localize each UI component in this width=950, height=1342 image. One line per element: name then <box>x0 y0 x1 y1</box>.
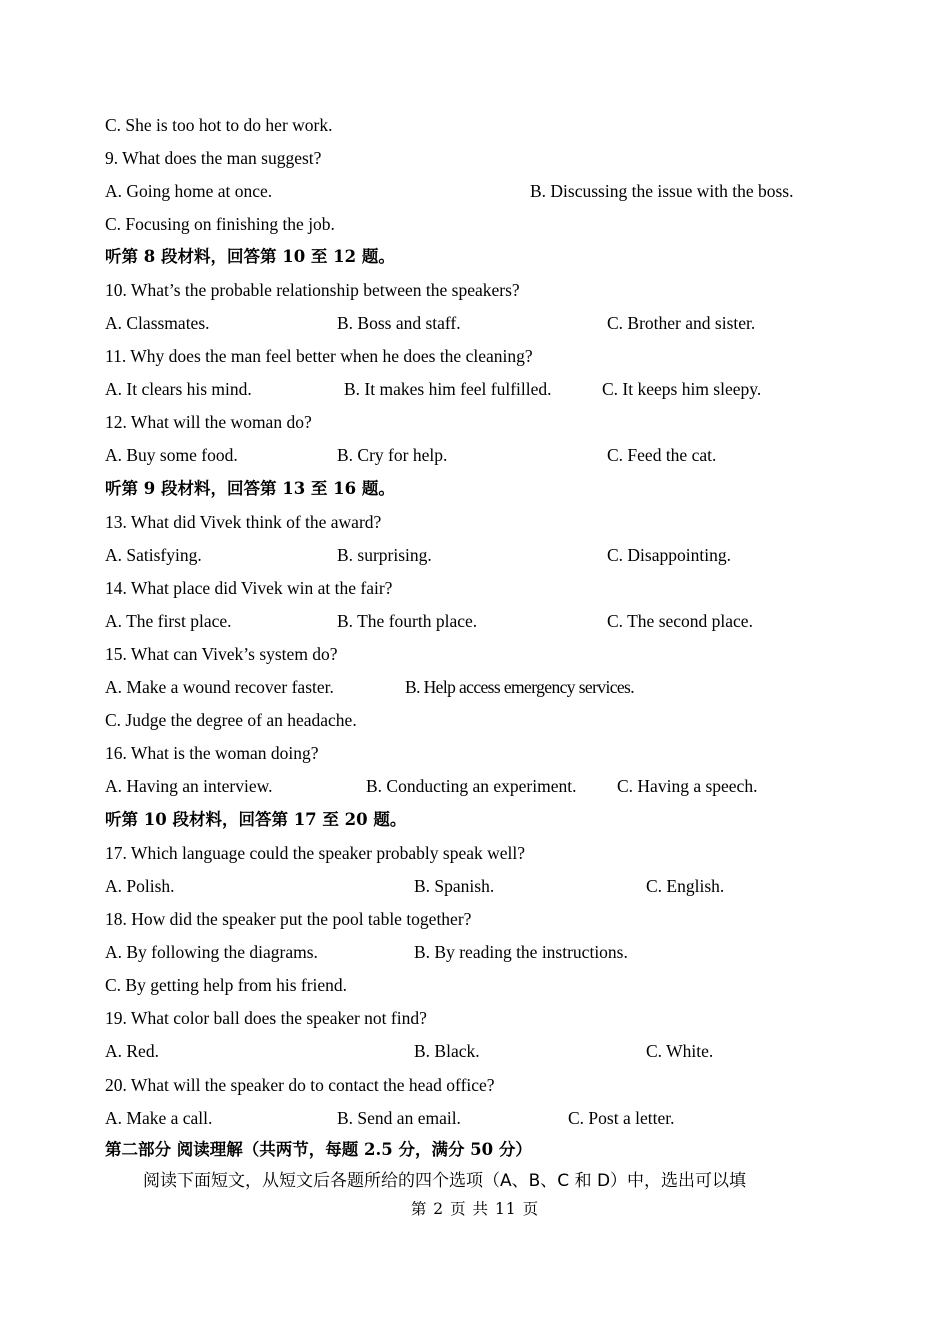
option-19b: B. Black. <box>414 1041 480 1061</box>
option-16b: B. Conducting an experiment. <box>366 776 577 796</box>
question-9: 9. What does the man suggest? <box>105 148 322 168</box>
question-11: 11. Why does the man feel better when he does the cleaning? <box>105 346 533 366</box>
option-12b: B. Cry for help. <box>337 445 448 465</box>
option-20c: C. Post a letter. <box>568 1108 675 1128</box>
option-17b: B. Spanish. <box>414 876 495 896</box>
option-9b: B. Discussing the issue with the boss. <box>530 181 794 201</box>
option-14c: C. The second place. <box>607 611 753 631</box>
question-10: 10. What’s the probable relationship between the speakers? <box>105 280 520 300</box>
question-12: 12. What will the woman do? <box>105 412 312 432</box>
option-17c: C. English. <box>646 876 725 896</box>
reading-instructions: 阅读下面短文，从短文后各题所给的四个选项（A、B、C 和 D）中，选出可以填 <box>143 1171 747 1191</box>
option-19c: C. White. <box>646 1041 714 1061</box>
option-20b: B. Send an email. <box>337 1108 461 1128</box>
option-14b: B. The fourth place. <box>337 611 478 631</box>
page-footer: 第 2 页 共 11 页 <box>410 1200 540 1218</box>
section-heading-9: 听第 9 段材料，回答第 13 至 16 题。 <box>105 479 395 498</box>
option-13b: B. surprising. <box>337 545 432 565</box>
option-9a: A. Going home at once. <box>105 181 273 201</box>
option-11b: B. It makes him feel fulfilled. <box>344 379 552 399</box>
question-19: 19. What color ball does the speaker not find? <box>105 1008 427 1028</box>
option-17a: A. Polish. <box>105 876 175 896</box>
option-15c: C. Judge the degree of an headache. <box>105 710 357 730</box>
part-two-heading: 第二部分 阅读理解（共两节，每题 2.5 分，满分 50 分） <box>105 1140 532 1159</box>
question-14: 14. What place did Vivek win at the fair? <box>105 578 393 598</box>
option-15b: B. Help access emergency services. <box>405 677 635 697</box>
question-20: 20. What will the speaker do to contact the head office? <box>105 1075 495 1095</box>
option-18a: A. By following the diagrams. <box>105 942 318 962</box>
option-12c: C. Feed the cat. <box>607 445 717 465</box>
option-18c: C. By getting help from his friend. <box>105 975 348 995</box>
option-11c: C. It keeps him sleepy. <box>602 379 762 399</box>
option-11a: A. It clears his mind. <box>105 379 252 399</box>
section-heading-10: 听第 10 段材料，回答第 17 至 20 题。 <box>105 810 407 829</box>
question-13: 13. What did Vivek think of the award? <box>105 512 382 532</box>
option-16a: A. Having an interview. <box>105 776 273 796</box>
question-17: 17. Which language could the speaker probably speak well? <box>105 843 526 863</box>
option-14a: A. The first place. <box>105 611 232 631</box>
question-18: 18. How did the speaker put the pool table together? <box>105 909 472 929</box>
option-20a: A. Make a call. <box>105 1108 213 1128</box>
option-10a: A. Classmates. <box>105 313 210 333</box>
option-18b: B. By reading the instructions. <box>414 942 628 962</box>
option-10c: C. Brother and sister. <box>607 313 756 333</box>
option-19a: A. Red. <box>105 1041 159 1061</box>
section-heading-8: 听第 8 段材料，回答第 10 至 12 题。 <box>105 247 395 266</box>
option-16c: C. Having a speech. <box>617 776 758 796</box>
option-8c: C. She is too hot to do her work. <box>105 115 333 135</box>
option-9c: C. Focusing on finishing the job. <box>105 214 335 234</box>
option-15a: A. Make a wound recover faster. <box>105 677 334 697</box>
question-16: 16. What is the woman doing? <box>105 743 319 763</box>
question-15: 15. What can Vivek’s system do? <box>105 644 338 664</box>
option-12a: A. Buy some food. <box>105 445 238 465</box>
option-10b: B. Boss and staff. <box>337 313 461 333</box>
option-13c: C. Disappointing. <box>607 545 731 565</box>
option-13a: A. Satisfying. <box>105 545 202 565</box>
